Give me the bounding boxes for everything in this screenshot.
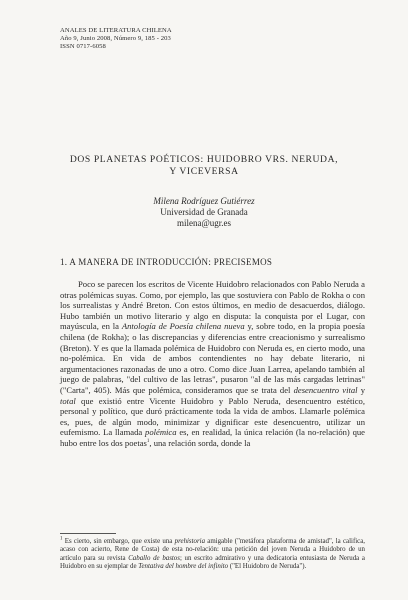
section-heading: 1. A MANERA DE INTRODUCCIÓN: PRECISEMOS xyxy=(60,257,273,267)
body-text xyxy=(60,279,365,449)
journal-name: ANALES DE LITERATURA CHILENA xyxy=(60,27,172,34)
text-run: es, en realidad, la única relación (la no-relación) que hubo entre los dos poetas xyxy=(60,427,366,448)
text-run: , una relación sorda, donde la xyxy=(149,437,251,448)
author-block xyxy=(0,196,408,228)
text-run: Es cierto, sin embargo, que existe una xyxy=(62,538,175,545)
footnote-divider xyxy=(60,533,116,534)
text-run: amigable ("metáfora plataforma de amistad", la califica, acaso con acierto, Rene de Costa) de esta no-relación: una petición del joven Neruda a Huidobro de un artículo para su revista xyxy=(60,538,365,562)
text-run: y xyxy=(357,384,365,395)
footnote xyxy=(60,538,365,572)
article-title xyxy=(0,154,408,177)
journal-issue: Año 9, Junio 2008, Número 9, 185 - 203 xyxy=(60,35,171,43)
author-email: milena@ugr.es xyxy=(176,217,232,228)
magazine-title: Caballo de bastos xyxy=(128,554,180,562)
text-run: ; un escrito admirativo y una dedicatoria entusiasta de Neruda a Huidobro en su ejemplar de xyxy=(60,554,365,571)
emphasis: total xyxy=(60,395,76,406)
book-title: Tentativa del hombre del infinito xyxy=(138,563,229,571)
text-run: que existió entre Vicente Huidobro y Pablo Neruda, desencuentro estético, personal y político, que duró prácticamente toda la vida de ambos. Llamarle polémica es, pues, de algún modo, minimizar y dignificar este desencuentro, utilizar un eufemismo. La llamada xyxy=(60,395,365,438)
emphasis: desencuentro vital xyxy=(293,384,358,395)
journal-issn: ISSN 0717-6058 xyxy=(60,43,106,51)
journal-header xyxy=(60,27,300,52)
book-title: Antología de Poesía chilena nueva xyxy=(121,321,245,332)
footnote-ref[interactable]: 1 xyxy=(146,439,150,445)
text-run: ("El Huidobro de Neruda"). xyxy=(228,563,307,571)
footnote-marker: 1 xyxy=(60,536,63,542)
author-affiliation: Universidad de Granada xyxy=(160,206,248,217)
body-paragraph xyxy=(60,279,365,449)
emphasis: prehistoria xyxy=(174,538,206,545)
title-line-1: DOS PLANETAS POÉTICOS: HUIDOBRO VRS. NERUDA, xyxy=(69,154,339,165)
text-run: y, sobre todo, en la propia poesía chilena (de Rokha); o las discrepancias y diferencias entre creacionismo y surrealismo (Breton). Y es que la llamada polémica de Huidobro con Neruda es, en cierto modo, una no-polémica. En vida de ambos contendientes no hay debate literario, ni argumentaciones razonadas de uno a otro. Como dice Juan Larrea, apelando también al juego de palabras, "del cultivo de las letras", pusaron "al de las más cargadas letrinas" ("Carta", 405). Más que polémica, consideramos que se trata del xyxy=(60,321,365,395)
title-line-2: Y VICEVERSA xyxy=(169,165,239,177)
emphasis: polémica xyxy=(145,427,177,438)
text-run: Poco se parecen los escritos de Vicente Huidobro relacionados con Pablo Neruda a otras polémicas suyas. Como, por ejemplo, las que sostuviera con Pablo de Rokha o con los surrealistas y André Breton. Con estos últimos, en medio de desacuerdos, diálogo. Hubo también un motivo literario y algo en disputa: la conquista por el Lugar, con mayúscula, en la xyxy=(60,279,365,332)
author-name: Milena Rodríguez Gutiérrez xyxy=(153,196,255,206)
